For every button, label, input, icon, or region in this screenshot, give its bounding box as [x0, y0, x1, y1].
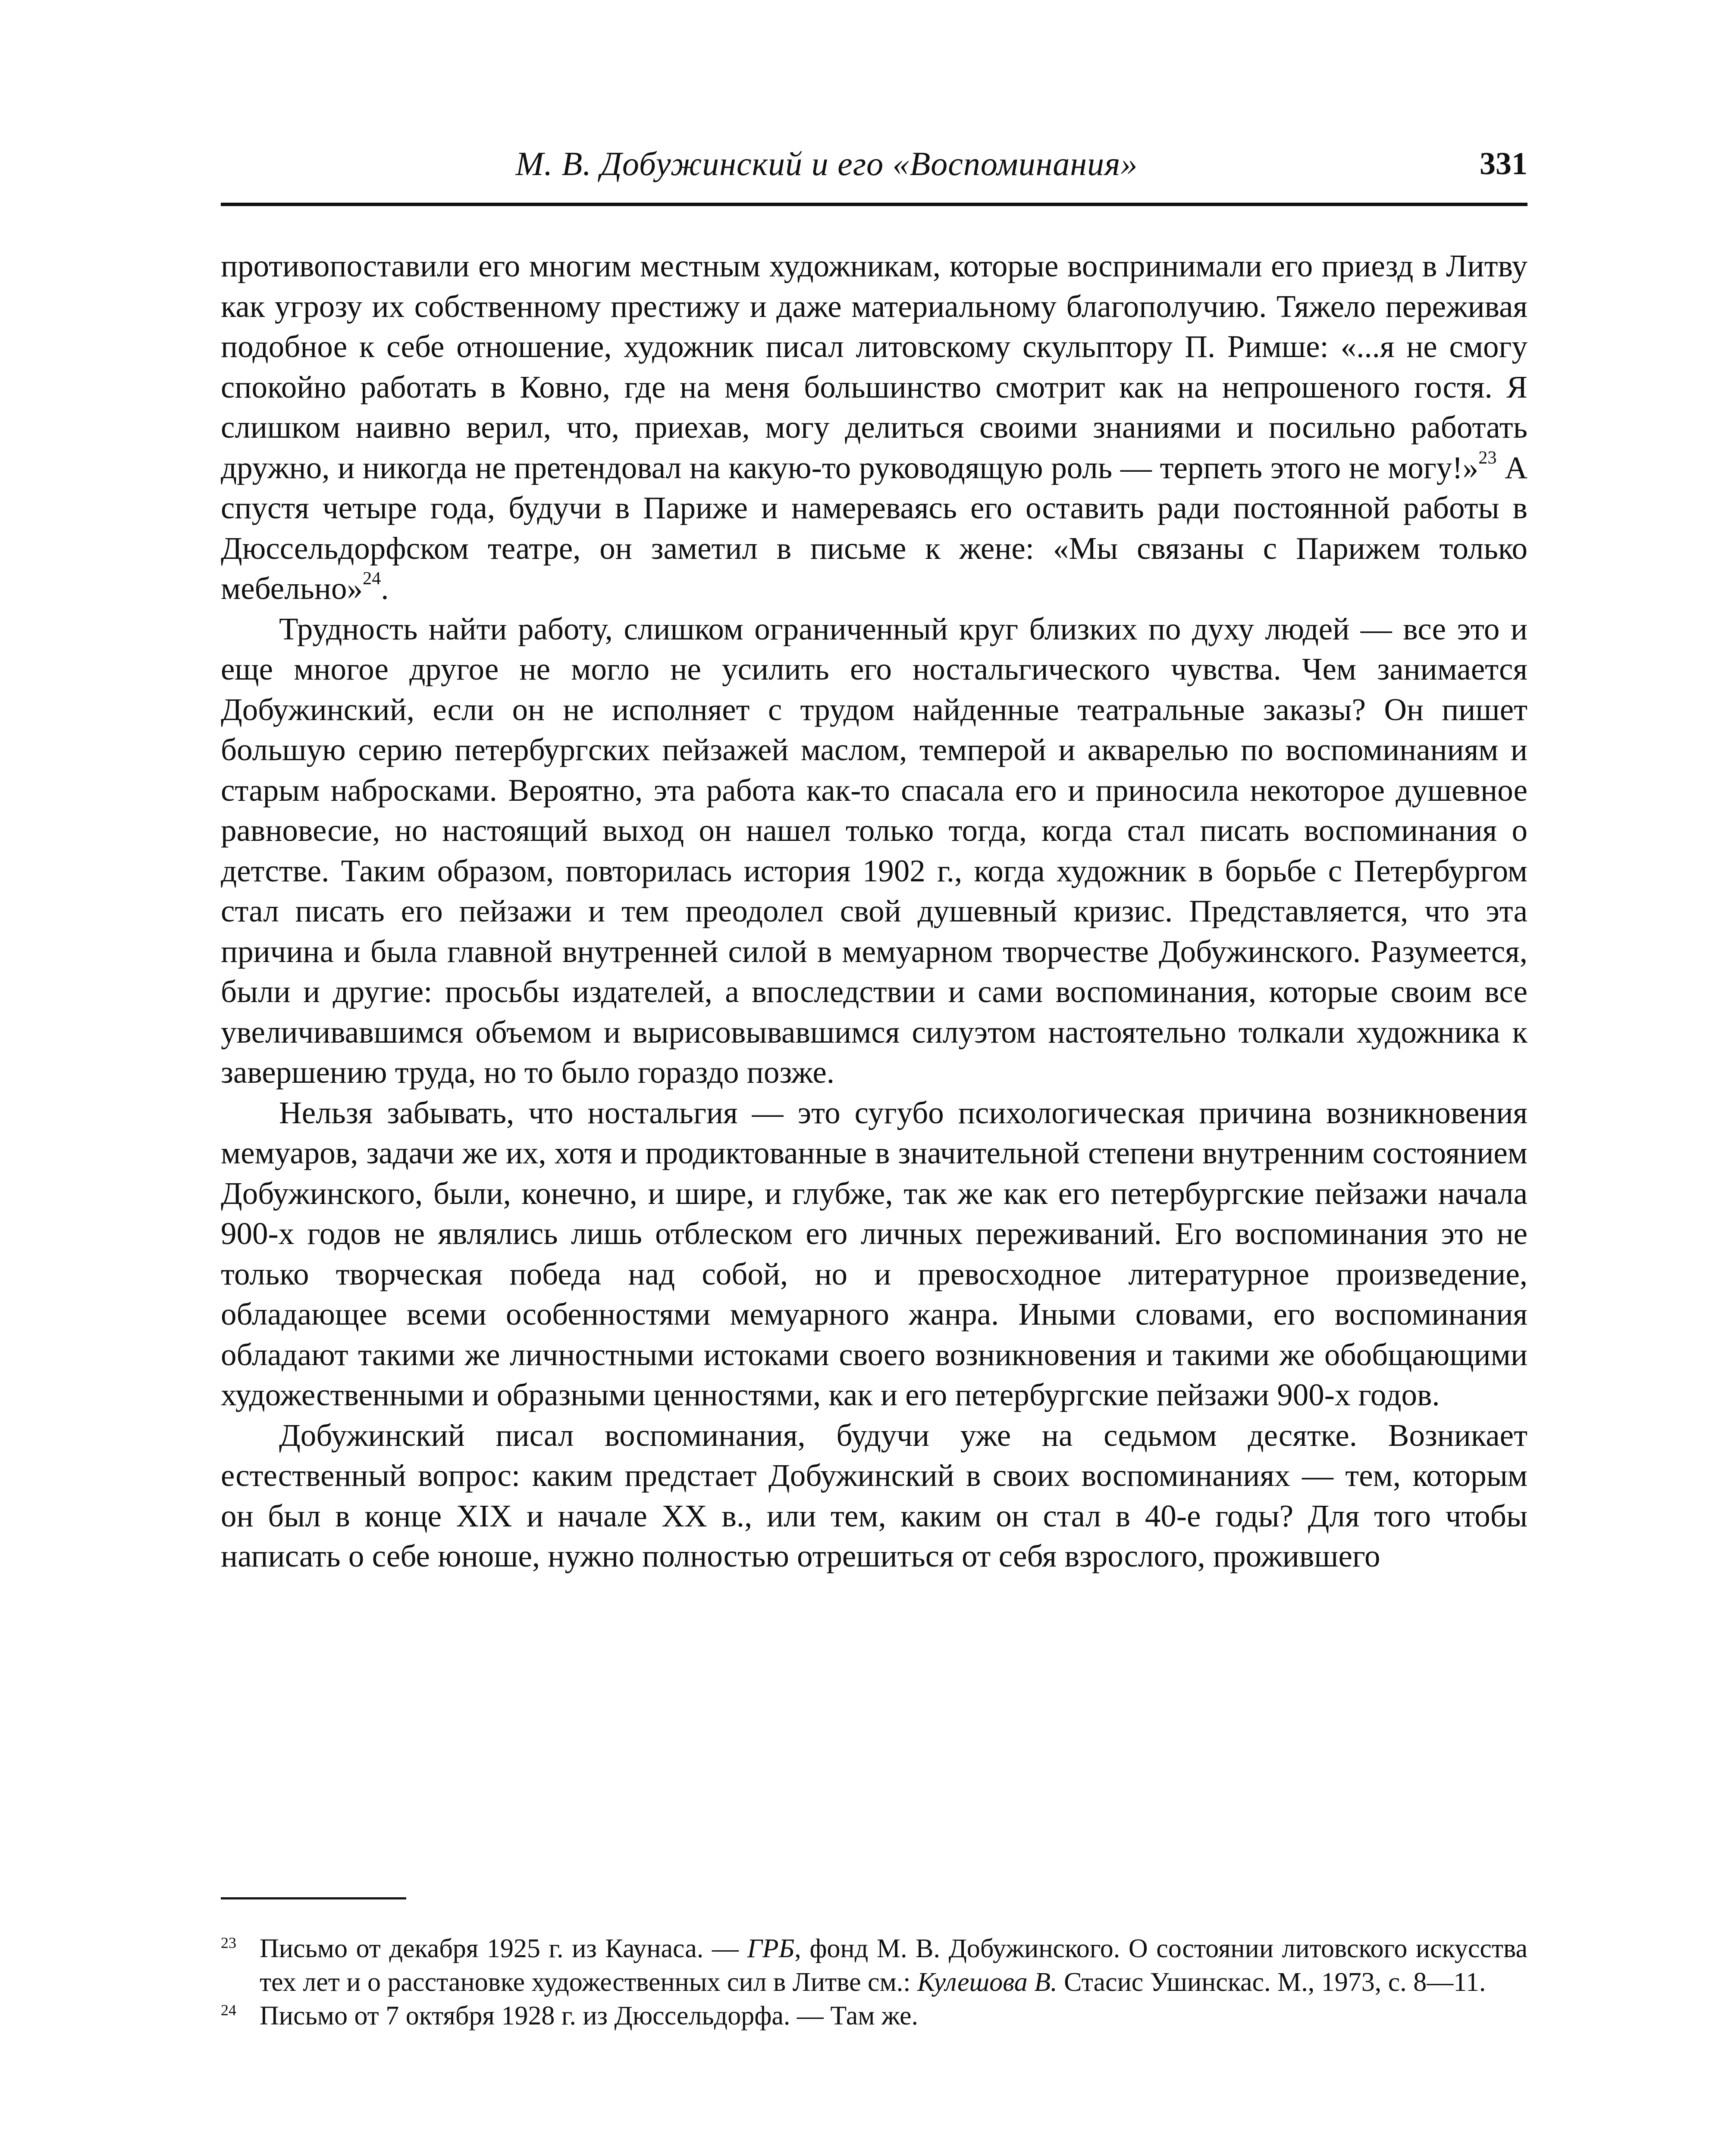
- footnote-rule: [221, 1897, 406, 1899]
- page-number: 331: [1480, 146, 1527, 182]
- footnote-23-author: Кулешова В.: [917, 1968, 1057, 1997]
- footnote-23: [221, 1932, 1527, 1999]
- footnote-ref-23: 23: [1478, 447, 1497, 468]
- footnote-23-text-b: , фонд М. В. Добужинского. О состоянии литовского искусства тех лет и о расстановке художественных сил в Литве см.:: [260, 1934, 1528, 1997]
- footnote-24-mark: 24: [221, 2001, 236, 2019]
- header-rule: [221, 203, 1527, 206]
- paragraph-1-text: противопоставили его многим местным художникам, которые воспринимали его приезд в Литву как угрозу их собственному престижу и даже материальному благополучию. Тяжело переживая подобное к себе отношение, художник писал литовскому скульптору П. Римше: «...я не смогу спокойно работать в Ковно, где на меня большинство смотрит как на непрошеного гостя. Я слишком наивно верил, что, приехав, могу делиться своими знаниями и посильно работать дружно, и никогда не претендовал на какую-то руководящую роль — терпеть этого не могу!»: [221, 248, 1527, 485]
- book-page: [221, 0, 1527, 2156]
- paragraph-3: Нельзя забывать, что ностальгия — это сугубо психологическая причина возникновения мемуаров, задачи же их, хотя и продиктованные в значительной степени внутренним состоянием Добужинского, были, конечно, и шире, и глубже, так же как его петербургские пейзажи начала 900-х годов не являлись лишь отблеском его личных переживаний. Его воспоминания это не только творческая победа над собой, но и превосходное литературное произведение, обладающее всеми особенностями мемуарного жанра. Иными словами, его воспоминания обладают такими же личностными истоками своего возникновения и такими же обобщающими художественными и образными ценностями, как и его петербургские пейзажи 900-х годов.: [221, 1095, 1527, 1412]
- footnote-23-mark: 23: [221, 1934, 236, 1952]
- footnote-24-mark-wrap: [221, 1999, 260, 2033]
- footnote-23-text-c: Стасис Ушинскас. М., 1973, с. 8—11.: [1057, 1968, 1486, 1997]
- footnote-23-archive: ГРБ: [747, 1934, 795, 1963]
- footnote-24: [221, 1999, 1527, 2033]
- paragraph-1: [221, 246, 1527, 609]
- footnotes: [221, 1932, 1527, 2033]
- footnote-23-mark-wrap: [221, 1932, 260, 1965]
- footnote-24-text: Письмо от 7 октября 1928 г. из Дюссельдорфа. — Там же.: [260, 2001, 919, 2031]
- footnote-ref-24: 24: [362, 568, 381, 589]
- paragraph-2: Трудность найти работу, слишком ограниченный круг близких по духу людей — все это и еще многое другое не могло не усилить его ностальгического чувства. Чем занимается Добужинский, если он не исполняет с трудом найденные театральные заказы? Он пишет большую серию петербургских пейзажей маслом, темперой и акварелью по воспоминаниям и старым набросками. Вероятно, эта работа как-то спасала его и приносила некоторое душевное равновесие, но настоящий выход он нашел только тогда, когда стал писать воспоминания о детстве. Таким образом, повторилась история 1902 г., когда художник в борьбе с Петербургом стал писать его пейзажи и тем преодолел свой душевный кризис. Представляется, что эта причина и была главной внутренней силой в мемуарном творчестве Добужинского. Разумеется, были и другие: просьбы издателей, а впоследствии и сами воспоминания, которые своим все увеличивавшимся объемом и вырисовывавшимся силуэтом настоятельно толкали художника к завершению труда, но то было гораздо позже.: [221, 611, 1527, 1090]
- running-head: [221, 142, 1527, 190]
- running-title: М. В. Добужинский и его «Воспоминания»: [515, 145, 1138, 182]
- paragraph-1-end: .: [381, 571, 389, 606]
- paragraph-1-continuation: А спустя четыре года, будучи в Париже и намереваясь его оставить ради постоянной работы в Дюссельдорфском театре, он заметил в письме к жене: «Мы связаны с Парижем только мебельно»: [221, 450, 1527, 606]
- footnote-23-text-a: Письмо от декабря 1925 г. из Каунаса. —: [260, 1934, 747, 1963]
- main-text: [221, 246, 1527, 1576]
- paragraph-4: Добужинский писал воспоминания, будучи уже на седьмом десятке. Возникает естественный вопрос: каким предстает Добужинский в своих воспоминаниях — тем, которым он был в конце XIX и начале XX в., или тем, каким он стал в 40-е годы? Для того чтобы написать о себе юноше, нужно полностью отрешиться от себя взрослого, прожившего: [221, 1417, 1527, 1573]
